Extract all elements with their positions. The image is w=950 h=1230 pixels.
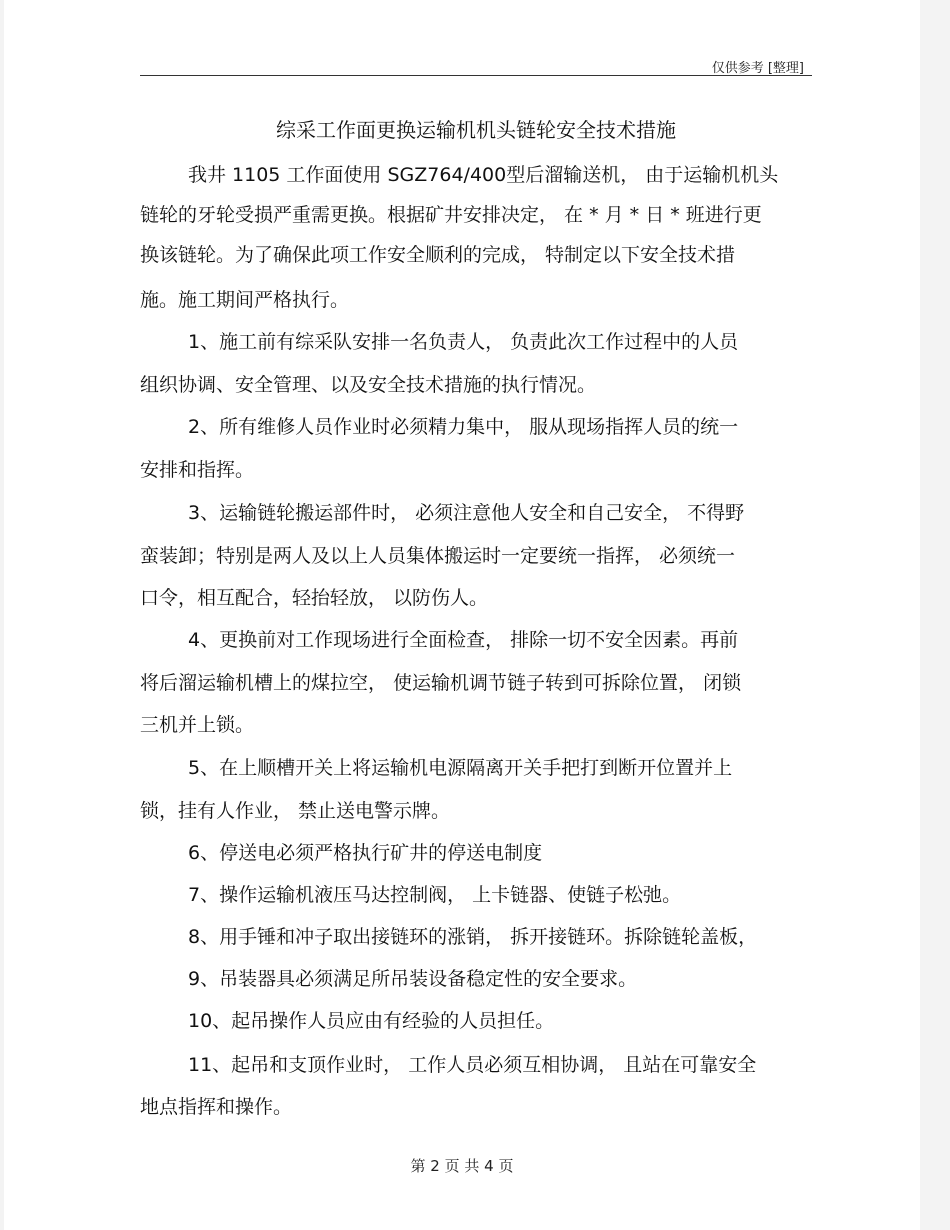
paragraph-line: 7、操作运输机液压马达控制阀， 上卡链器、使链子松弛。 — [188, 884, 682, 906]
document-page — [4, 0, 920, 1230]
paragraph-line: 组织协调、安全管理、以及安全技术措施的执行情况。 — [140, 374, 597, 396]
page-number: 第 2 页 共 4 页 — [410, 1157, 514, 1175]
paragraph-line: 8、用手锤和冲子取出接链环的涨销， 拆开接链环。拆除链轮盖板， — [188, 926, 758, 948]
paragraph-line: 11、起吊和支顶作业时， 工作人员必须互相协调， 且站在可靠安全 — [188, 1054, 757, 1076]
paragraph-line: 4、更换前对工作现场进行全面检查， 排除一切不安全因素。再前 — [188, 629, 739, 651]
header-divider — [140, 75, 812, 76]
paragraph-line: 3、运输链轮搬运部件时， 必须注意他人安全和自己安全， 不得野 — [188, 502, 745, 524]
header-note: 仅供参考 [整理] — [711, 61, 804, 76]
paragraph-line: 锁，挂有人作业， 禁止送电警示牌。 — [140, 800, 451, 822]
paragraph-line: 5、在上顺槽开关上将运输机电源隔离开关手把打到断开位置并上 — [188, 757, 733, 779]
paragraph-line: 将后溜运输机槽上的煤拉空， 使运输机调节链子转到可拆除位置， 闭锁 — [140, 672, 742, 694]
paragraph-line: 施。施工期间严格执行。 — [140, 289, 350, 311]
paragraph-line: 三机并上锁。 — [140, 714, 255, 736]
paragraph-line: 9、吊装器具必须满足所吊装设备稳定性的安全要求。 — [188, 968, 638, 990]
paragraph-line: 蛮装卸；特别是两人及以上人员集体搬运时一定要统一指挥， 必须统一 — [140, 545, 736, 567]
paragraph-line: 地点指挥和操作。 — [140, 1096, 293, 1118]
paragraph-line: 安排和指挥。 — [140, 459, 255, 481]
paragraph-line: 1、施工前有综采队安排一名负责人， 负责此次工作过程中的人员 — [188, 331, 739, 353]
paragraph-line: 链轮的牙轮受损严重需更换。根据矿井安排决定， 在 * 月 * 日 * 班进行更 — [140, 204, 762, 226]
paragraph-line: 换该链轮。为了确保此项工作安全顺利的完成， 特制定以下安全技术措 — [140, 244, 736, 266]
paragraph-line: 10、起吊操作人员应由有经验的人员担任。 — [188, 1010, 555, 1032]
paragraph-line: 6、停送电必须严格执行矿井的停送电制度 — [188, 842, 543, 864]
paragraph-line: 我井 1105 工作面使用 SGZ764/400型后溜输送机， 由于运输机机头 — [188, 164, 779, 186]
paragraph-line: 口令，相互配合，轻抬轻放， 以防伤人。 — [140, 587, 489, 609]
paragraph-line: 2、所有维修人员作业时必须精力集中， 服从现场指挥人员的统一 — [188, 416, 739, 438]
document-title: 综采工作面更换运输机机头链轮安全技术措施 — [276, 118, 676, 142]
